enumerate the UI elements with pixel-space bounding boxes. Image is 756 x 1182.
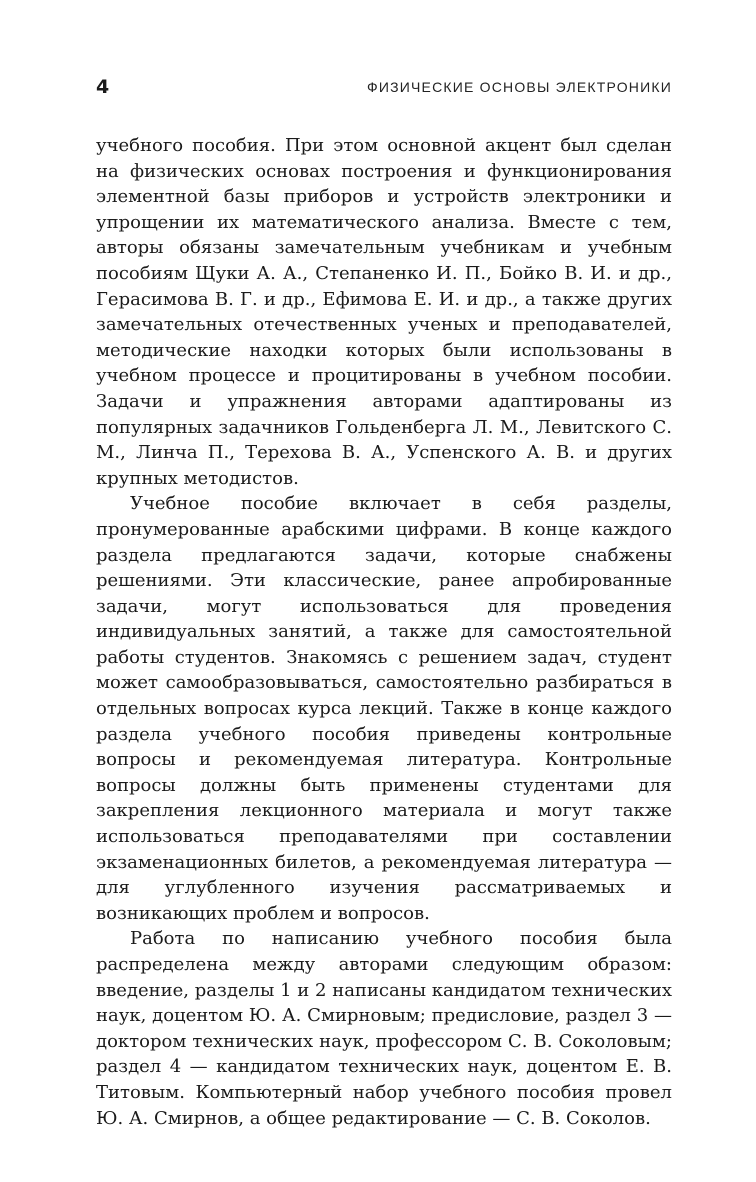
paragraph-structure: Учебное пособие включает в себя разделы, пронумерованные арабскими цифрами. В конце каждого раздела предлагаются задачи, которые снабжены решениями. Эти классические, ранее апробированные задачи, могут использоваться для проведения индивидуальных занятий, а также для самостоятельной работы студентов. Знакомясь с решением задач, студент может самообразовываться, самостоятельно разбираться в отдельных вопросах курса лекций. Также в конце каждого раздела учебного пособия приведены контрольные вопросы и рекомендуемая литература. Контрольные вопросы должны быть применены студентами для закрепления лекционного материала и могут также использоваться преподавателями при составлении экзаменационных билетов, а рекомендуемая литература — для углубленного изучения рассматриваемых и возникающих проблем и вопросов.: [96, 493, 672, 924]
paragraph-continued: учебного пособия. При этом основной акцент был сделан на физических основах построения и функционирования элементной базы приборов и устройств электроники и упрощении их математического анализа. Вместе с тем, авторы обязаны замечательным учебникам и учебным пособиям Щуки А. А., Степаненко И. П., Бойко В. И. и др., Герасимова В. Г. и др., Ефимова Е. И. и др., а также других замечательных отечественных ученых и преподавателей, методические находки которых были использованы в учебном процессе и процитированы в учебном пособии. Задачи и упражнения авторами адаптированы из популярных задачников Гольденберга Л. М., Левитского С. М., Линча П., Терехова В. А., Успенского А. В. и других крупных методистов.: [96, 135, 672, 489]
page-number: 4: [96, 76, 110, 98]
paragraph-authors: Работа по написанию учебного пособия была распределена между авторами следующим образом: введение, разделы 1 и 2 написаны кандидатом технических наук, доцентом Ю. А. Смирновым; предисловие, раздел 3 — доктором технических наук, профессором С. В. Соколовым; раздел 4 — кандидатом технических наук, доцентом Е. В. Титовым. Компьютерный набор учебного пособия провел Ю. А. Смирнов, а общее редактирование — С. В. Соколов.: [96, 928, 672, 1129]
page-header: [96, 73, 672, 101]
body-text: [96, 133, 672, 1131]
running-title: ФИЗИЧЕСКИЕ ОСНОВЫ ЭЛЕКТРОНИКИ: [366, 79, 672, 95]
